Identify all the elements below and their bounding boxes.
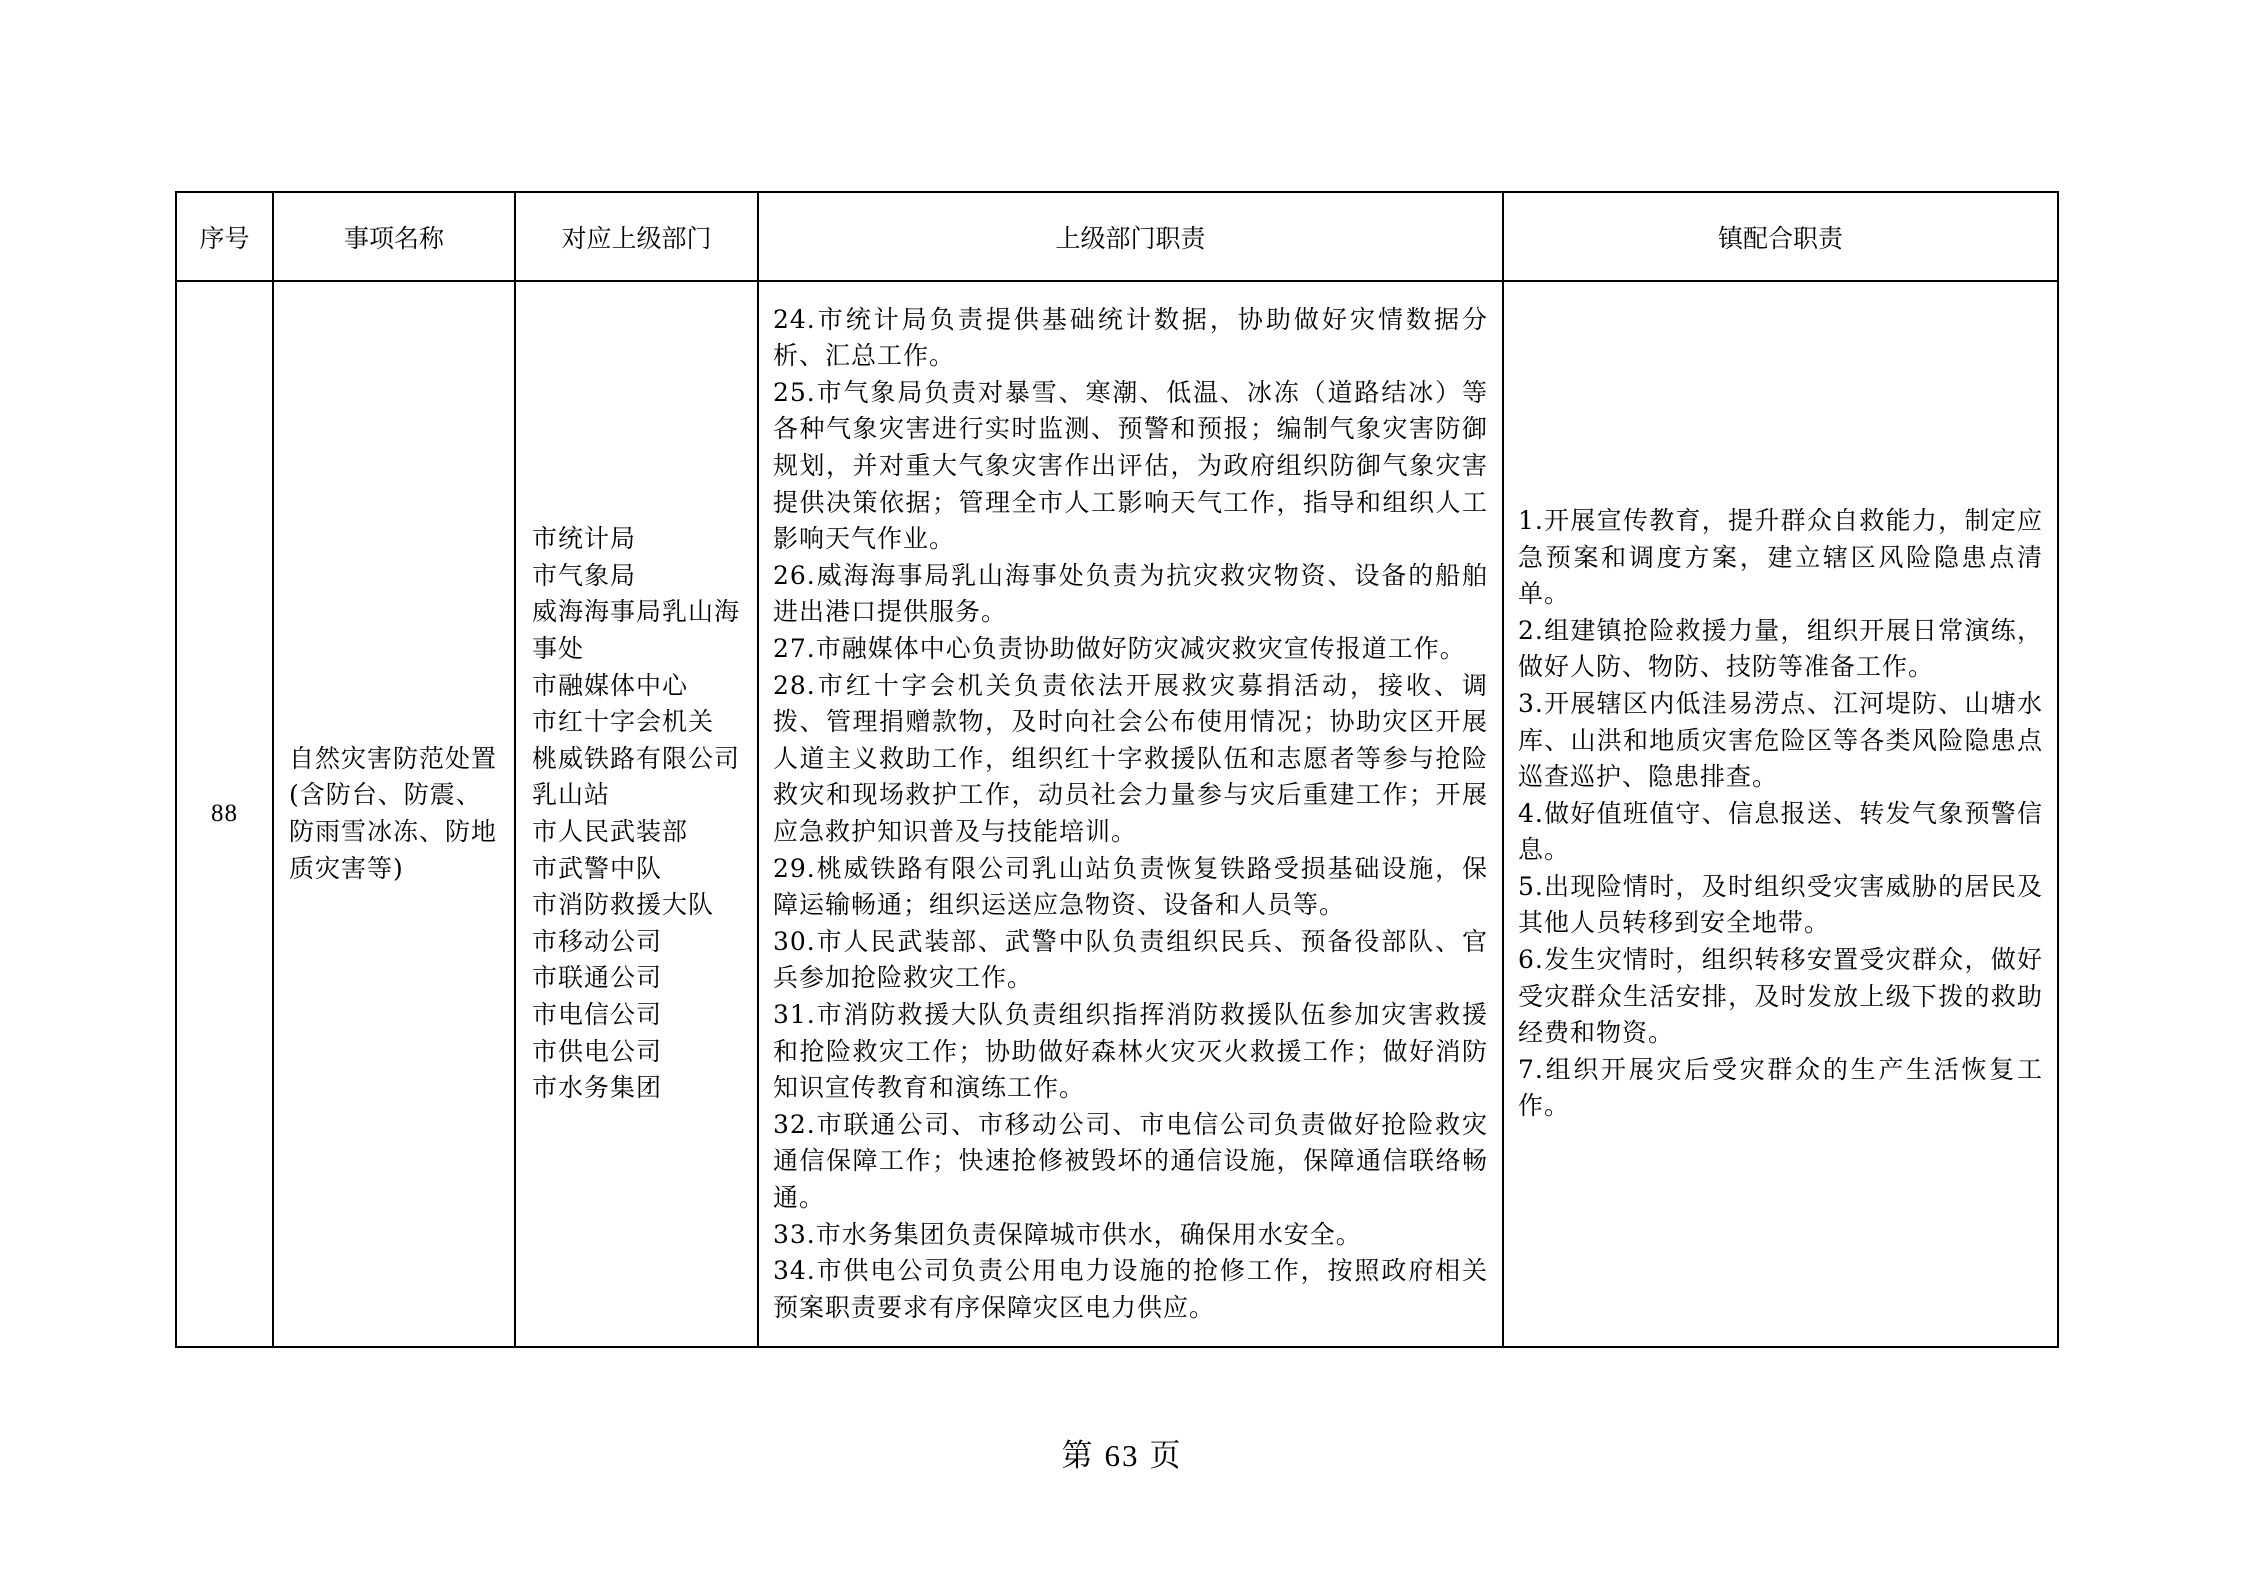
duty-item: 28.市红十字会机关负责依法开展救灾募捐活动，接收、调拨、管理捐赠款物，及时向社会公布使用情况；协助灾区开展人道主义救助工作，组织红十字救援队伍和志愿者等参与抢险救灾和现场救护工作，动员社会力量参与灾后重建工作；开展应急救护知识普及与技能培训。 [773,670,1488,846]
duty-item: 27.市融媒体中心负责协助做好防灾减灾救灾宣传报道工作。 [773,634,1466,664]
row-seq: 88 [176,281,273,1347]
duty-item: 24.市统计局负责提供基础统计数据，协助做好灾情数据分析、汇总工作。 [773,304,1488,371]
duty-item: 25.市气象局负责对暴雪、寒潮、低温、冰冻（道路结冰）等各种气象灾害进行实时监测、预警和预报；编制气象灾害防御规划，并对重大气象灾害作出评估，为政府组织防御气象灾害提供决策依据；管理全市人工影响天气工作，指导和组织人工影响天气作业。 [773,377,1488,554]
department-item: 市电信公司 [532,999,663,1029]
town-duty-item: 1.开展宣传教育，提升群众自救能力，制定应急预案和调度方案，建立辖区风险隐患点清单。 [1518,505,2043,609]
department-item: 市水务集团 [532,1073,663,1103]
department-item: 市气象局 [532,560,637,590]
department-item: 市人民武装部 [532,817,689,846]
page-number-footer [0,1430,2244,1475]
town-duty-item: 7.组织开展灾后受灾群众的生产生活恢复工作。 [1518,1054,2043,1121]
duty-item: 32.市联通公司、市移动公司、市电信公司负责做好抢险救灾通信保障工作；快速抢修被毁坏的通信设施，保障通信联络畅通。 [773,1109,1488,1212]
duty-item: 30.市人民武装部、武警中队负责组织民兵、预备役部队、官兵参加抢险救灾工作。 [773,926,1488,993]
department-item: 威海海事局乳山海事处 [532,597,741,664]
department-item: 桃威铁路有限公司乳山站 [532,743,741,810]
department-item: 市联通公司 [532,963,663,993]
header-seq: 序号 [176,192,273,281]
header-superior-duties: 上级部门职责 [758,192,1503,281]
town-duty-item: 3.开展辖区内低洼易涝点、江河堤防、山塘水库、山洪和地质灾害危险区等各类风险隐患点巡查巡护、隐患排查。 [1518,688,2043,792]
row-departments [515,281,758,1347]
town-duty-item: 2.组建镇抢险救援力量，组织开展日常演练，做好人防、物防、技防等准备工作。 [1518,615,2043,682]
header-department: 对应上级部门 [515,192,758,281]
header-town-duties: 镇配合职责 [1503,192,2058,281]
page-prefix: 第 [1061,1438,1095,1474]
department-item: 市融媒体中心 [532,670,689,700]
page-number: 63 [1104,1438,1140,1473]
department-item: 市武警中队 [532,853,663,883]
duty-item: 33.市水务集团负责保障城市供水，确保用水安全。 [773,1219,1362,1249]
duty-item: 31.市消防救援大队负责组织指挥消防救援队伍参加灾害救援和抢险救灾工作；协助做好森林火灾灭火救援工作；做好消防知识宣传教育和演练工作。 [773,999,1488,1103]
department-item: 市供电公司 [532,1036,663,1066]
town-duty-item: 6.发生灾情时，组织转移安置受灾群众，做好受灾群众生活安排，及时发放上级下拨的救助经费和物资。 [1518,945,2043,1048]
duty-item: 26.威海海事局乳山海事处负责为抗灾救灾物资、设备的船舶进出港口提供服务。 [773,560,1488,627]
page-suffix: 页 [1149,1438,1183,1474]
duty-item: 34.市供电公司负责公用电力设施的抢修工作，按照政府相关预案职责要求有序保障灾区电力供应。 [773,1256,1488,1322]
table-row [176,281,2058,1347]
town-duty-item: 4.做好值班值守、信息报送、转发气象预警信息。 [1518,798,2043,865]
department-item: 市移动公司 [532,926,663,956]
department-item: 市消防救援大队 [532,890,715,920]
header-item-name: 事项名称 [273,192,515,281]
table-header-row [176,192,2058,281]
duty-table [175,191,2059,1348]
department-item: 市红十字会机关 [532,707,715,737]
row-town-duties [1503,281,2058,1347]
row-item-name: 自然灾害防范处置(含防台、防震、防雨雪冰冻、防地质灾害等) [273,281,515,1347]
department-item: 市统计局 [532,524,637,554]
duty-item: 29.桃威铁路有限公司乳山站负责恢复铁路受损基础设施，保障运输畅通；组织运送应急物资、设备和人员等。 [773,853,1488,920]
row-superior-duties [758,281,1503,1347]
town-duty-item: 5.出现险情时，及时组织受灾害威胁的居民及其他人员转移到安全地带。 [1518,871,2043,938]
